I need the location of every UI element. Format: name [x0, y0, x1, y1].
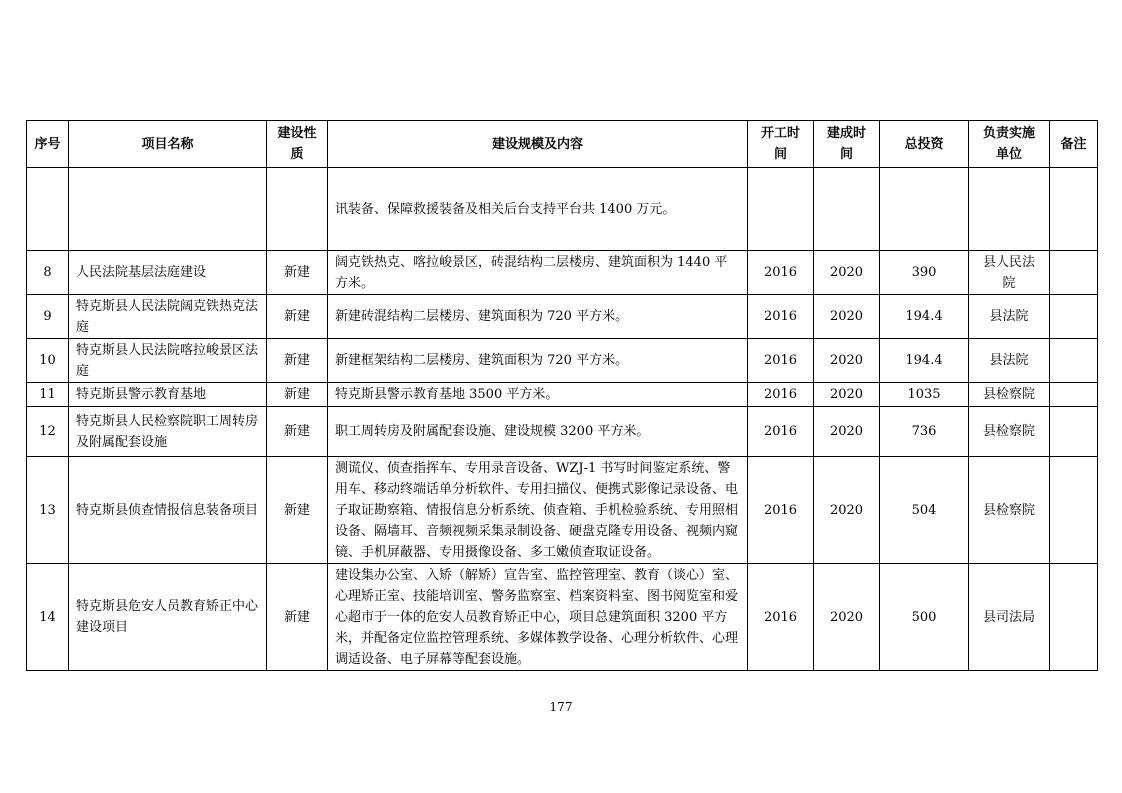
table-cell [267, 168, 328, 251]
table-cell: 9 [27, 295, 69, 339]
table-cell: 504 [880, 457, 969, 564]
table-cell: 2020 [814, 339, 880, 383]
table-cell: 特克斯县警示教育基地 3500 平方米。 [328, 383, 748, 407]
table-cell: 县检察院 [969, 457, 1050, 564]
table-cell: 特克斯县人民检察院职工周转房及附属配套设施 [69, 407, 267, 457]
table-cell: 2016 [748, 339, 814, 383]
table-cell: 13 [27, 457, 69, 564]
header-cell: 备注 [1050, 121, 1098, 168]
header-cell: 建设性质 [267, 121, 328, 168]
table-cell: 县人民法院 [969, 251, 1050, 295]
table-cell: 特克斯县警示教育基地 [69, 383, 267, 407]
header-cell: 建设规模及内容 [328, 121, 748, 168]
table-cell: 职工周转房及附属配套设施、建设规模 3200 平方米。 [328, 407, 748, 457]
table-row [27, 339, 1098, 383]
table-row [27, 168, 1098, 251]
table-cell: 县法院 [969, 295, 1050, 339]
table-cell: 736 [880, 407, 969, 457]
table-cell [748, 168, 814, 251]
table-cell: 新建 [267, 339, 328, 383]
table-cell: 11 [27, 383, 69, 407]
table-cell: 县检察院 [969, 383, 1050, 407]
table-cell: 390 [880, 251, 969, 295]
table-cell [1050, 564, 1098, 671]
table-cell: 特克斯县人民法院喀拉峻景区法庭 [69, 339, 267, 383]
table-cell [1050, 339, 1098, 383]
table-cell [1050, 251, 1098, 295]
table-cell: 新建 [267, 564, 328, 671]
table-cell [27, 168, 69, 251]
table-cell: 人民法院基层法庭建设 [69, 251, 267, 295]
table-cell [1050, 407, 1098, 457]
header-cell: 建成时间 [814, 121, 880, 168]
header-cell: 总投资 [880, 121, 969, 168]
table-cell: 新建框架结构二层楼房、建筑面积为 720 平方米。 [328, 339, 748, 383]
table-cell: 新建 [267, 295, 328, 339]
table-cell: 县检察院 [969, 407, 1050, 457]
table-row [27, 457, 1098, 564]
table-cell: 县司法局 [969, 564, 1050, 671]
header-cell: 序号 [27, 121, 69, 168]
table-cell: 新建 [267, 457, 328, 564]
table-cell: 2016 [748, 457, 814, 564]
table-cell: 194.4 [880, 339, 969, 383]
table-cell: 2020 [814, 407, 880, 457]
table-cell: 特克斯县侦查情报信息装备项目 [69, 457, 267, 564]
table-row [27, 251, 1098, 295]
project-table [26, 120, 1098, 671]
table-cell: 讯装备、保障救援装备及相关后台支持平台共 1400 万元。 [328, 168, 748, 251]
table-cell: 1035 [880, 383, 969, 407]
table-cell [880, 168, 969, 251]
table-cell: 2020 [814, 251, 880, 295]
table-cell: 500 [880, 564, 969, 671]
table-cell: 2016 [748, 295, 814, 339]
table-cell: 新建 [267, 383, 328, 407]
header-cell: 开工时间 [748, 121, 814, 168]
table-cell: 县法院 [969, 339, 1050, 383]
table-cell: 新建 [267, 251, 328, 295]
table-row [27, 295, 1098, 339]
page-number: 177 [549, 700, 573, 714]
table-cell: 2016 [748, 564, 814, 671]
table-cell: 阔克铁热克、喀拉峻景区，砖混结构二层楼房、建筑面积为 1440 平方米。 [328, 251, 748, 295]
header-cell: 项目名称 [69, 121, 267, 168]
table-header-row [27, 121, 1098, 168]
table-cell: 特克斯县危安人员教育矫正中心建设项目 [69, 564, 267, 671]
table-row [27, 383, 1098, 407]
table-cell: 2016 [748, 383, 814, 407]
table-row [27, 407, 1098, 457]
table-cell: 14 [27, 564, 69, 671]
table-cell: 2020 [814, 457, 880, 564]
table-cell: 2020 [814, 383, 880, 407]
table-cell [1050, 295, 1098, 339]
table-cell: 建设集办公室、入矫（解矫）宣告室、监控管理室、教育（谈心）室、心理矫正室、技能培训室、警务监察室、档案资料室、图书阅览室和爱心超市于一体的危安人员教育矫正中心，项目总建筑面积 3200 平方米，并配备定位监控管理系统、多媒体教学设备、心理分析软件、心理调适设备、电子屏幕等配套设施。 [328, 564, 748, 671]
table-cell [69, 168, 267, 251]
table-cell: 10 [27, 339, 69, 383]
table-cell: 2020 [814, 564, 880, 671]
table-cell: 194.4 [880, 295, 969, 339]
table-cell: 2016 [748, 251, 814, 295]
table-cell: 2020 [814, 295, 880, 339]
table-cell [814, 168, 880, 251]
header-cell: 负责实施单位 [969, 121, 1050, 168]
table-cell: 2016 [748, 407, 814, 457]
table-cell [1050, 168, 1098, 251]
table-cell: 新建砖混结构二层楼房、建筑面积为 720 平方米。 [328, 295, 748, 339]
table-cell: 8 [27, 251, 69, 295]
table-cell: 特克斯县人民法院阔克铁热克法庭 [69, 295, 267, 339]
table-cell [1050, 383, 1098, 407]
table-cell: 12 [27, 407, 69, 457]
table-row [27, 564, 1098, 671]
table-cell: 新建 [267, 407, 328, 457]
table-cell [1050, 457, 1098, 564]
table-cell [969, 168, 1050, 251]
table-cell: 测谎仪、侦查指挥车、专用录音设备、WZJ-1 书写时间鉴定系统、警用车、移动终端话单分析软件、专用扫描仪、便携式影像记录设备、电子取证勘察箱、情报信息分析系统、侦查箱、手机检验系统、专用照相设备、隔墙耳、音频视频采集录制设备、硬盘克隆专用设备、视频内窥镜、手机屏蔽器、专用摄像设备、多工嫩侦查取证设备。 [328, 457, 748, 564]
